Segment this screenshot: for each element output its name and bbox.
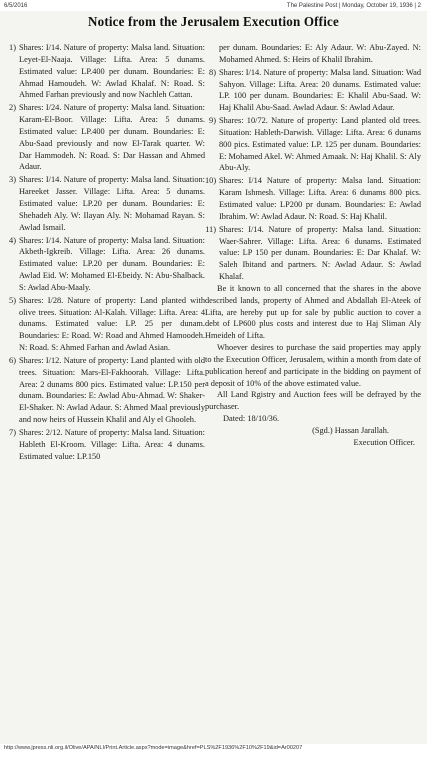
list-item: [205, 115, 421, 174]
item-number: 8): [209, 67, 216, 77]
list-item: [5, 42, 205, 101]
source-url: http://www.jpress.nli.org.il/Olive/APA/NLI/Print.Article.aspx?mode=image&href=PLS%2F1936%2F10%2F19&id=Ar00207: [4, 745, 303, 751]
list-item: [5, 102, 205, 173]
item-number: 10): [205, 176, 217, 186]
print-date: 6/5/2016: [4, 3, 28, 9]
body-paragraph: Whoever desires to purchase the said properties may apply to the Execution Officer, Jerusalem, within a month from date of publication hereof and participate in the bidding on payment of a deposit of 10% of the above estimated value.: [205, 343, 421, 388]
list-item: [5, 295, 205, 354]
item-number: 11): [205, 224, 216, 234]
item-text: Shares: 10/72. Nature of property: Land planted old trees. Situation: Hableth-Darwish. Village: Lifta. Area: 6 dunams 800 pics. Estimated value: LP. 125 per dunam. Boundaries: E: Mohamed Akel. W: Ahmed Amaak. N: Haj Khalil. S: Aly Abu-Aly.: [219, 116, 421, 173]
item-text: Shares: I/14. Nature of property: Malsa land. Situation: Waer-Sahrer. Village: Lifta. Area: 6 dunams. Estimated value: LP 150 per dunam. Boundaries: E: Dar Khalaf. W: Saleh Ibitand and partners. N: Awlad Adaur. S: Awlad Khalaf.: [219, 224, 421, 282]
item-number: 6): [9, 355, 16, 365]
item-text: Shares: I/14. Nature of property: Malsa land. Situation: Akbeth-Igkreib. Village: Lifta. Area: 26 dunams. Estimated value: LP.20 per dunam. Boundaries: E: Awlad Eid. W: Mohamed El-Ebeidy. N: Abu-Shalback. S: Awlad Abu-Maaly.: [19, 235, 205, 292]
item-text: Shares: I/14. Nature of property: Malsa land. Situation: Hareeket Jasser. Village: Lifta. Area: 5 dunams. Estimated value: LP.20 per dunam. Boundaries: E: Shehadeh Aly. W: Ilayan Aly. N: Mohamad Rayan. S: Awlad Ismail.: [19, 175, 205, 232]
item-text: Shares: I/24. Nature of property: Malsa land. Situation: Karam-El-Boor. Village: Lifta. Area: 5 dunams. Estimated value: LP.400 per dunam. Boundaries: E: Abu-Saad previously and now El-Tarak quarter. W: Dar Hammodeh. N: Road. S: Dar Hassan and Ahmed Adaur.: [19, 103, 205, 172]
item-text: Shares: 2/12. Nature of property: Malsa land. Situation: Hableth El-Kroom. Village: Lifta. Area: 4 dunams. Estimated value: LP.150: [19, 428, 205, 461]
list-item: [5, 355, 205, 426]
article-title: Notice from the Jerusalem Execution Office: [88, 15, 339, 30]
item-number: 5): [9, 295, 16, 305]
list-item: [205, 224, 421, 283]
body-paragraph: Be it known to all concerned that the shares in the above described lands, property of Ahmed and Abdallah El-Ateek of Lifta, are hereby put up for sale by public auction to cover a debt of LP600 plus costs and interest due to Haj Sliman Aly Hmeideh of Lifta.: [205, 283, 421, 341]
signature-title: Execution Officer.: [353, 437, 415, 447]
left-column: [5, 42, 205, 742]
list-item: [205, 67, 421, 114]
item-number: 4): [9, 235, 16, 245]
item-number: 9): [209, 116, 216, 126]
item-text: per dunam. Boundaries: E: Aly Adaur. W: Abu-Zayed. N: Mohamed Ahmed. S: Heirs of Khalil Ibrahim.: [219, 43, 421, 64]
signature-name: (Sgd.) Hassan Jarallah.: [312, 426, 389, 435]
item-text: Shares: I/14. Nature of property: Malsa land. Situation: Leyet-El-Naaja. Village: Lifta. Area: 5 dunams. Estimated value: LP.400 per dunam. Boundaries: E: Ahmad Hamoudeh. W: Awlad Khalaf. N: Road. S: Ahmed Farhan previously and now Nachleh Cattan.: [19, 43, 205, 100]
item-text: Shares: I/14 Nature of property: Malsa land. Situation: Karam Ishmesh. Village: Lifta. Area: 6 dunams 800 pics. Estimated value: LP200 pr dunam. Boundaries: E: Awlad Ibrahim. W: Awlad Adaur. N: Road. S: Haj Khalil.: [219, 176, 421, 221]
body-paragraph: All Land Rgistry and Auction fees will be defrayed by the purchaser.: [205, 390, 421, 412]
item-text: Shares: I/14. Nature of property: Malsa land. Situation: Wad Sahyon. Village: Lifta. Area: 20 dunams. Estimated value: LP. 100 per dunam. Boundaries: E: Khalil Abu-Saad. W: Haj Khalil Abu-Saad. Awlad Adaur. S: Awlad Adaur.: [219, 67, 421, 113]
list-item: [5, 174, 205, 233]
item-text: Shares: I/12. Nature of property: Land planted with old trees. Situation: Mars-El-Fakhoorah. Village: Lifta. Area: 2 dunams 800 pics. Estimated value: LP.150 per dunam. Boundaries: E: Awlad Abu-Ahmad. W: Shaker-El-Shaker. N: Awlad Adaur. S: Ahmed Maal previously and now heirs of Hussein Khalil and Aly el Ghooleh.: [19, 355, 205, 425]
right-column: [205, 42, 421, 747]
item-number: 2): [9, 103, 16, 113]
list-item-continuation: [205, 42, 421, 66]
item-number: 1): [9, 43, 16, 52]
dated-line: Dated: 18/10/36.: [223, 414, 280, 424]
list-item: [5, 427, 205, 463]
list-item: [205, 175, 421, 222]
item-text: Shares: I/28. Nature of property: Land planted with olive trees. Situation: Al-Kalah. Village: Lifta. Area: 4 dunams. Estimated value: LP. 25 per dunam. Boundaries: E: Road. W: Road and Ahmed Hamoodeh. N: Road. S: Ahmed Farhan and Awlad Asian.: [19, 295, 205, 353]
newspaper-masthead: The Palestine Post | Monday, October 19, 1936 | 2: [286, 3, 421, 9]
list-item: [5, 235, 205, 294]
item-number: 7): [9, 428, 16, 437]
item-number: 3): [9, 175, 16, 185]
